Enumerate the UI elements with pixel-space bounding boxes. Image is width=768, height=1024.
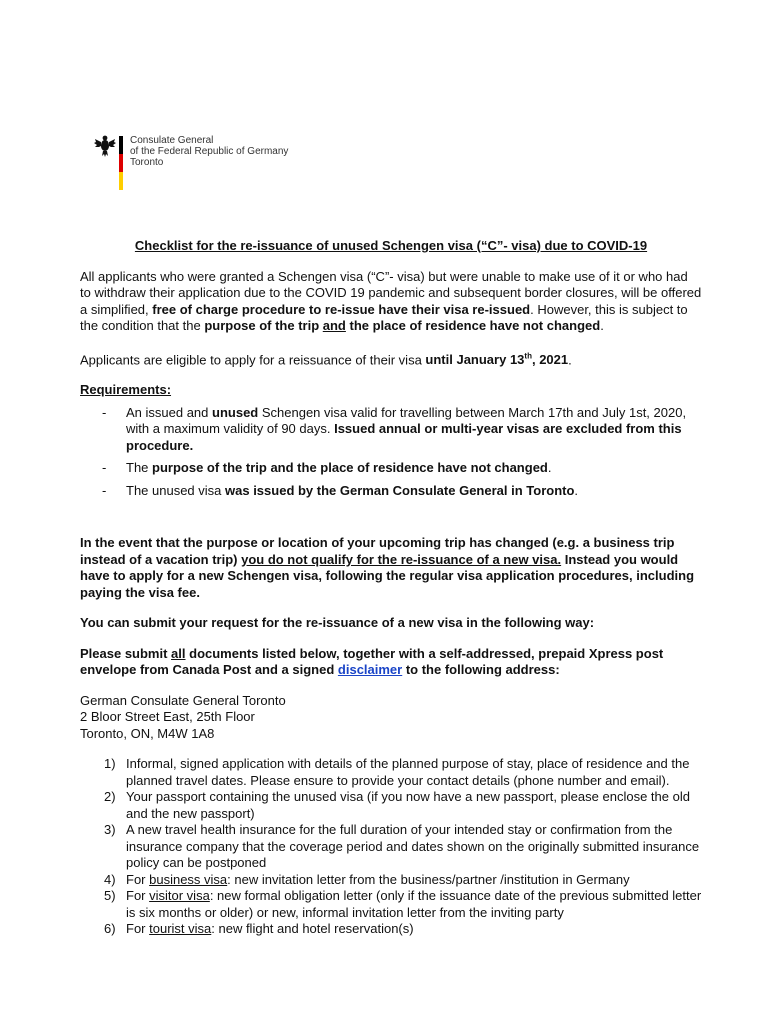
address-line-1: German Consulate General Toronto: [80, 692, 286, 708]
document-item: 3) A new travel health insurance for the full duration of your intended stay or confirmation from the insurance company that the coverage period and dates shown on the originally submitted insurance policy can be postponed: [104, 822, 700, 871]
event-paragraph: In the event that the purpose or location of your upcoming trip has changed (e.g. a business trip instead of a vacation trip) you do not qualify for the re-issuance of a new visa. Instead you would have to apply for a new Schengen visa, following the regular visa application procedures, including paying the visa fee.: [80, 535, 695, 600]
flag-stripes: [119, 136, 123, 190]
documents-list: [80, 756, 702, 938]
eligibility-date: until January 13th, 2021: [425, 351, 569, 367]
intro-text-1: All applicants who were granted a Schengen visa (“C”- visa) but were unable to make use of it or who had to withdraw their application due to the COVID 19 pandemic and subsequent border closures, will be offered a simplified,: [80, 268, 702, 317]
flag-stripe-red: [119, 154, 123, 172]
flag-stripe-black: [119, 136, 123, 154]
document-item: 1) Informal, signed application with details of the planned purpose of stay, place of residence and the planned travel dates. Please ensure to provide your contact details (phone number and email).: [104, 756, 690, 788]
logo-line-1: Consulate General: [130, 135, 214, 146]
intro-bold-3: the place of residence have not changed: [345, 318, 601, 333]
address-line-2: 2 Bloor Street East, 25th Floor: [80, 709, 255, 725]
intro-paragraph: [80, 269, 702, 335]
eligibility-text-1: Applicants are eligible to apply for a reissuance of their visa: [80, 351, 426, 367]
requirement-item: - The purpose of the trip and the place of residence have not changed.: [102, 460, 552, 476]
document-item: 4) For business visa: new invitation letter from the business/partner /institution in Germany: [104, 871, 630, 887]
intro-bold-2: purpose of the trip: [204, 318, 323, 333]
logo-line-3: Toronto: [130, 157, 164, 168]
logo-text: [130, 135, 288, 168]
document-item: 2) Your passport containing the unused visa (if you now have a new passport, please enclose the old and the new passport): [104, 789, 690, 821]
flag-stripe-gold: [119, 172, 123, 190]
submit-all-paragraph: Please submit all documents listed below, together with a self-addressed, prepaid Xpress post envelope from Canada Post and a signed disclaimer to the following address:: [80, 645, 664, 678]
list-dash: -: [102, 460, 107, 476]
document-item: 5) For visitor visa: new formal obligation letter (only if the issuance date of the previous submitted letter is six months or older) or new, informal invitation letter from the inviting party: [104, 888, 702, 920]
eligibility-text-2: .: [568, 351, 572, 367]
address-line-3: Toronto, ON, M4W 1A8: [80, 725, 215, 741]
list-dash: -: [102, 482, 107, 498]
document-body: [80, 238, 702, 938]
intro-text-3: .: [600, 318, 604, 333]
eligibility-paragraph: [80, 349, 702, 369]
intro-bold-1: free of charge procedure to re-issue have their visa re-issued: [152, 301, 531, 317]
requirements-heading: Requirements:: [80, 382, 172, 398]
not-qualify-text: you do not qualify for the re-issuance of a new visa.: [241, 551, 562, 567]
submit-way-paragraph: You can submit your request for the re-issuance of a new visa in the following way:: [80, 615, 595, 631]
requirements-list: [80, 405, 702, 500]
federal-eagle-icon: [94, 134, 116, 158]
consulate-address: [80, 693, 702, 743]
intro-text-2: . However, this is subject to the condition that the: [80, 301, 688, 333]
page-title: Checklist for the re-issuance of unused Schengen visa (“C”- visa) due to COVID-19: [134, 238, 648, 253]
logo-line-2: of the Federal Republic of Germany: [130, 146, 289, 157]
list-dash: -: [102, 404, 107, 420]
requirement-item: - An issued and unused Schengen visa valid for travelling between March 17th and July 1st, 2020, with a maximum validity of 90 days. Issued annual or multi-year visas are excluded from this procedure.: [102, 404, 687, 453]
requirement-item: - The unused visa was issued by the German Consulate General in Toronto.: [102, 482, 579, 498]
consulate-logo: [94, 134, 294, 192]
document-item: 6) For tourist visa: new flight and hotel reservation(s): [104, 921, 414, 937]
disclaimer-link[interactable]: disclaimer: [337, 662, 403, 678]
intro-bold-underline: and: [322, 318, 346, 333]
